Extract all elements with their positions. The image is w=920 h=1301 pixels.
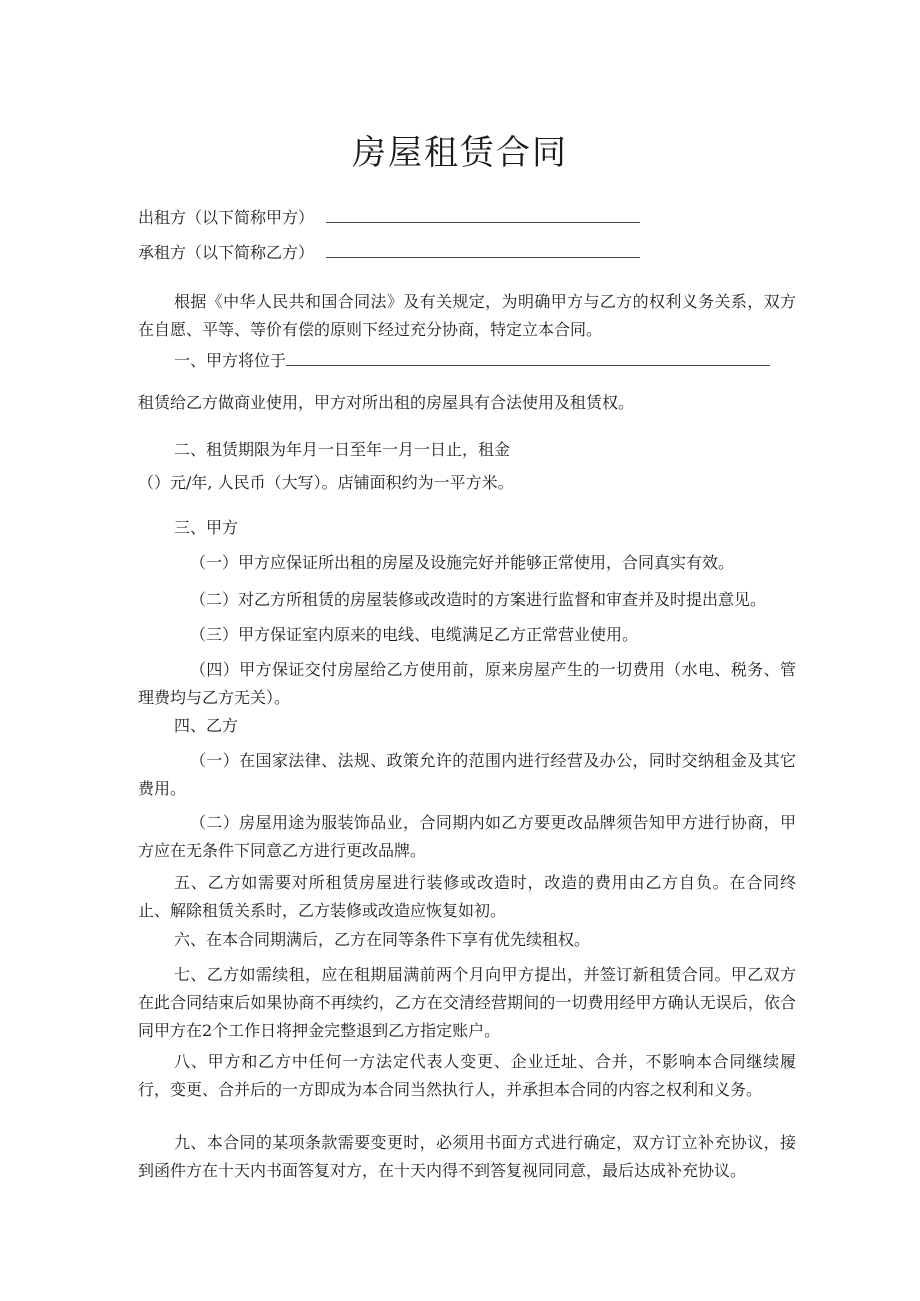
- clause-8: 八、甲方和乙方中任何一方法定代表人变更、企业迁址、合并，不影响本合同继续履行，变更、合并后的一方即成为本合同当然执行人，并承担本合同的内容之权利和义务。: [138, 1052, 796, 1099]
- lessor-label: 出租方（以下简称甲方）: [138, 208, 315, 227]
- lessee-label: 承租方（以下简称乙方）: [138, 243, 315, 262]
- lessee-name-blank[interactable]: [326, 241, 640, 258]
- lessee-line: [138, 241, 798, 265]
- clause-2-line1: 二、租赁期限为年月一日至年一月一日止，租金: [174, 440, 511, 459]
- clause-4-heading: 四、乙方: [174, 716, 239, 735]
- clause-7: 七、乙方如需续租，应在租期届满前两个月向甲方提出，并签订新租赁合同。甲乙双方在此合同结束后如果协商不再续约，乙方在交清经营期间的一切费用经甲方确认无误后，依合同甲方在2个工作日将押金完整退到乙方指定账户。: [138, 965, 796, 1040]
- lessor-name-blank[interactable]: [326, 206, 640, 223]
- clause-3-item-1: （一）甲方应保证所出租的房屋及设施完好并能够正常使用，合同真实有效。: [190, 553, 735, 572]
- clause-5: 五、乙方如需要对所租赁房屋进行装修或改造时，改造的费用由乙方自负。在合同终止、解除租赁关系时，乙方装修或改造应恢复如初。: [138, 873, 796, 920]
- clause-4-item-2: （二）房屋用途为服装饰品业，合同期内如乙方要更改品牌须告知甲方进行协商，甲方应在无条件下同意乙方进行更改品牌。: [138, 813, 796, 860]
- document-title: 房屋租赁合同: [352, 133, 568, 173]
- clause-1-line: [174, 349, 834, 373]
- clause-1-rest: 租赁给乙方做商业使用，甲方对所出租的房屋具有合法使用及租赁权。: [138, 393, 635, 412]
- clause-9: 九、本合同的某项条款需要变更时，必须用书面方式进行确定，双方订立补充协议，接到函件方在十天内书面答复对方，在十天内得不到答复视同同意，最后达成补充协议。: [138, 1133, 796, 1180]
- clause-3-item-2: （二）对乙方所租赁的房屋装修或改造时的方案进行监督和审查并及时提出意见。: [190, 590, 767, 609]
- clause-6: 六、在本合同期满后，乙方在同等条件下享有优先续租权。: [174, 930, 591, 949]
- clause-3-item-4: （四）甲方保证交付房屋给乙方使用前，原来房屋产生的一切费用（水电、税务、管理费均与乙方无关）。: [138, 660, 796, 707]
- property-location-blank[interactable]: [286, 349, 770, 366]
- lessor-line: [138, 206, 798, 230]
- clause-3-heading: 三、甲方: [174, 518, 239, 537]
- preamble: 根据《中华人民共和国合同法》及有关规定，为明确甲方与乙方的权利义务关系，双方在自愿、平等、等价有偿的原则下经过充分协商，特定立本合同。: [138, 292, 796, 339]
- clause-1-prefix: 一、甲方将位于: [174, 351, 287, 370]
- clause-3-item-3: （三）甲方保证室内原来的电线、电缆满足乙方正常营业使用。: [190, 625, 639, 644]
- clause-2-line2: （）元/年, 人民币（大写）。店铺面积约为一平方米。: [138, 473, 514, 492]
- clause-4-item-1: （一）在国家法律、法规、政策允许的范围内进行经营及办公，同时交纳租金及其它费用。: [138, 751, 796, 798]
